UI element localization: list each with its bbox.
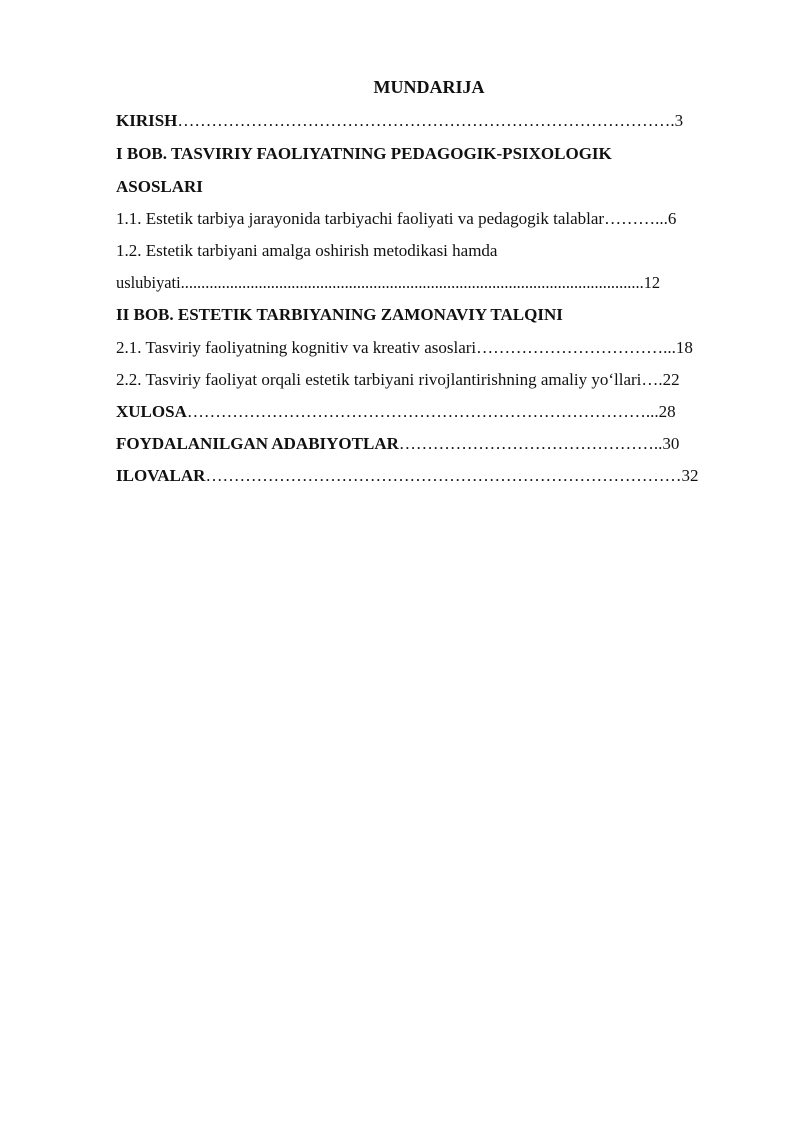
toc-entry-1-1 — [116, 208, 676, 230]
toc-entry-references — [116, 433, 679, 455]
toc-entry-text: II BOB. ESTETIK TARBIYANING ZAMONAVIY TALQINI — [116, 305, 563, 324]
toc-entry-text: 1.2. Estetik tarbiyani amalga oshirish metodikasi hamda — [116, 241, 498, 260]
toc-page-number: ..30 — [653, 434, 680, 453]
toc-entry-text: I BOB. TASVIRIY FAOLIYATNING PEDAGOGIK-PSIXOLOGIK — [116, 144, 612, 163]
toc-leader: ………. — [604, 209, 660, 228]
toc-entry-2-1 — [116, 337, 693, 359]
toc-entry-text: 1.1. Estetik tarbiya jarayonida tarbiyachi faoliyati va pedagogik talablar — [116, 209, 605, 228]
toc-page-number: .3 — [670, 111, 684, 130]
page-title: MUNDARIJA — [373, 77, 485, 97]
toc-page-number: .12 — [639, 273, 661, 292]
toc-entry-text: ILOVALAR — [116, 466, 206, 485]
toc-leader: …………………………… — [476, 338, 664, 357]
toc-entry-1-2-cont — [116, 272, 660, 294]
toc-entry-text: ASOSLARI — [116, 177, 203, 196]
toc-page-number: ...28 — [645, 402, 676, 421]
toc-entry-text: uslubiyati — [116, 273, 181, 292]
toc-leader: ................................................................................................................ — [180, 273, 640, 292]
toc-entry-text: FOYDALANILGAN ADABIYOTLAR — [116, 434, 399, 453]
toc-entry-xulosa — [116, 401, 676, 423]
toc-entry-text: KIRISH — [116, 111, 178, 130]
toc-entry-text: 2.2. Tasviriy faoliyat orqali estetik tarbiyani rivojlantirishning amaliy yo‘llari — [116, 370, 642, 389]
toc-page-number: ...18 — [663, 338, 693, 357]
toc-leader: ………………………………………………………………………… — [205, 466, 682, 485]
toc-entry-2-2 — [116, 369, 680, 391]
toc-chapter-1-heading — [116, 143, 612, 165]
toc-page-number: 32 — [681, 466, 699, 485]
toc-leader: …………………………………………………………………………… — [177, 111, 671, 130]
toc-leader: …. — [641, 370, 663, 389]
toc-chapter-1-heading-cont — [116, 176, 203, 198]
toc-entry-1-2 — [116, 240, 497, 262]
toc-entry-kirish — [116, 110, 683, 132]
toc-leader: ……………………………………… — [398, 434, 654, 453]
toc-entry-text: 2.1. Tasviriy faoliyatning kognitiv va kreativ asoslari — [116, 338, 477, 357]
toc-entry-ilovalar — [116, 465, 698, 487]
toc-chapter-2-heading — [116, 304, 563, 326]
toc-entry-text: XULOSA — [116, 402, 187, 421]
toc-page-number: 22 — [662, 370, 680, 389]
toc-page-number: ..6 — [659, 209, 677, 228]
toc-leader: ……………………………………………………………………… — [186, 402, 646, 421]
